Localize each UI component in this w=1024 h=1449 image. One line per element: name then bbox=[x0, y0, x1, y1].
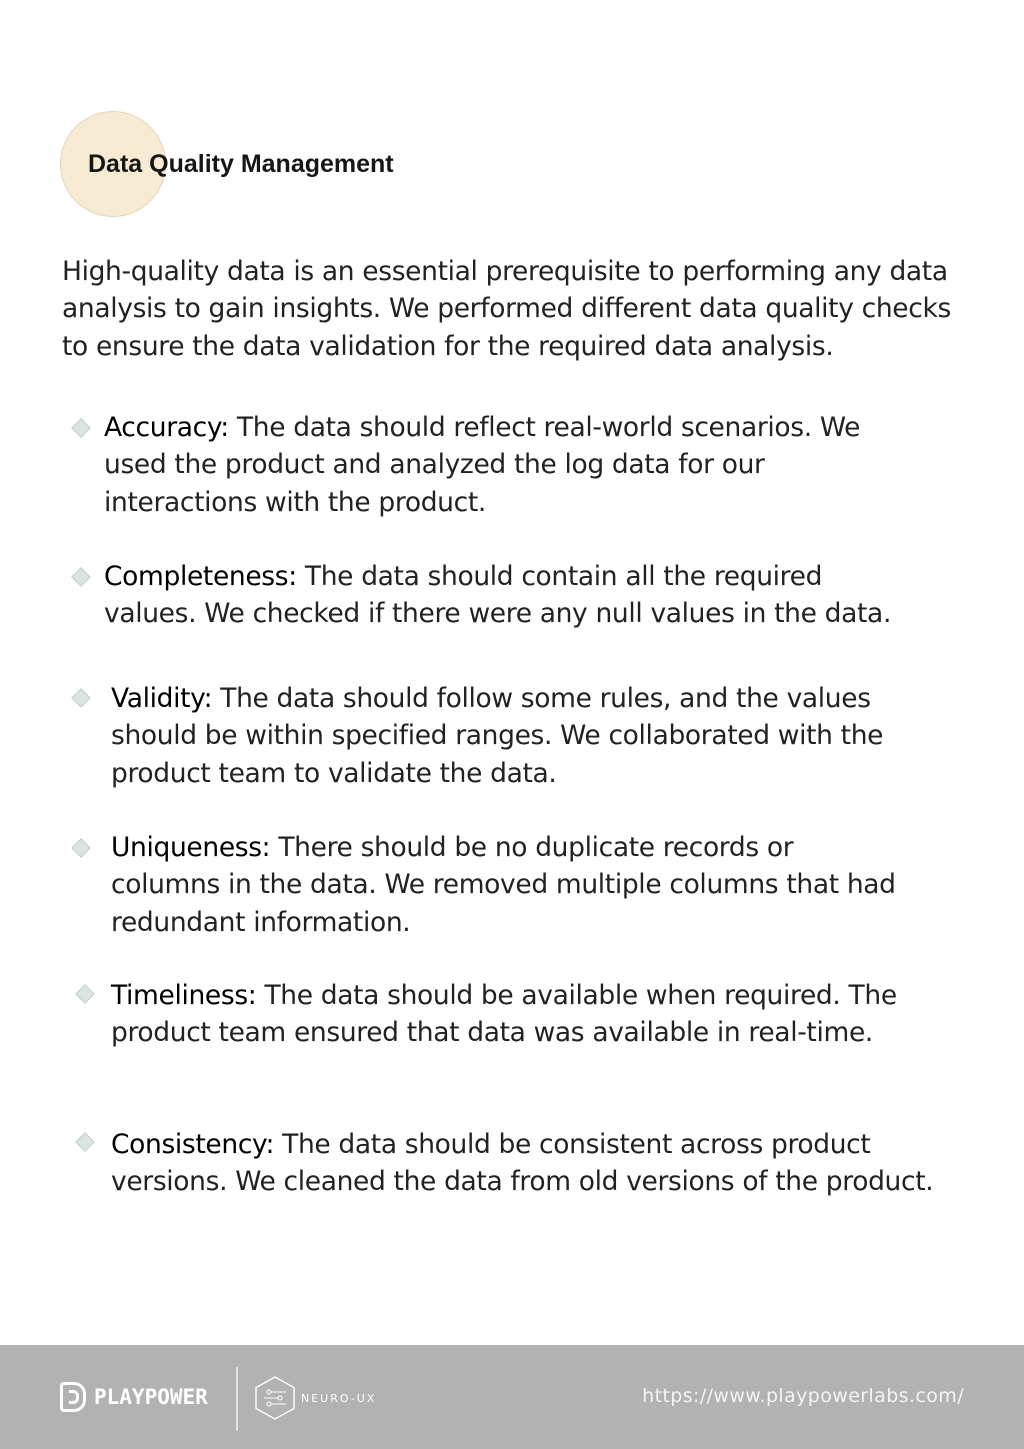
website-link[interactable]: https://www.playpowerlabs.com/ bbox=[642, 1385, 964, 1407]
intro-paragraph: High-quality data is an essential prerequisite to performing any data analysis to gain insights. We performed different data quality checks to ensure the data validation for the required data analysis. bbox=[62, 256, 951, 362]
item-description: The data should contain all the required values. We checked if there were any null values in the data. bbox=[104, 561, 892, 630]
list-item-completeness bbox=[104, 558, 894, 633]
playpower-wordmark: PLAYPOWER bbox=[94, 1385, 208, 1409]
neuro-ux-logo[interactable] bbox=[253, 1375, 376, 1421]
item-term: Completeness: bbox=[104, 561, 297, 592]
list-item-timeliness bbox=[111, 977, 911, 1052]
list-item-validity bbox=[111, 680, 926, 792]
item-description: The data should reflect real-world scenarios. We used the product and analyzed the log data for our interactions with the product. bbox=[104, 412, 861, 518]
list-item-consistency bbox=[111, 1126, 936, 1201]
item-term: Timeliness: bbox=[111, 980, 257, 1011]
page-title: Data Quality Management bbox=[88, 150, 394, 178]
item-term: Accuracy: bbox=[104, 412, 229, 443]
item-description: There should be no duplicate records or columns in the data. We removed multiple columns that had redundant information. bbox=[111, 832, 896, 938]
diamond-bullet-icon bbox=[75, 1132, 95, 1152]
footer-bar bbox=[0, 1345, 1024, 1449]
list-item-uniqueness bbox=[111, 829, 901, 941]
item-term: Uniqueness: bbox=[111, 832, 271, 863]
playpower-logo-icon bbox=[60, 1382, 86, 1412]
playpower-logo[interactable] bbox=[60, 1378, 208, 1416]
neuro-ux-hexagon-icon bbox=[253, 1375, 297, 1421]
footer-divider bbox=[236, 1367, 238, 1431]
neuro-ux-wordmark: NEURO-UX bbox=[301, 1391, 377, 1405]
item-term: Validity: bbox=[111, 683, 213, 714]
diamond-bullet-icon bbox=[75, 984, 95, 1004]
list-item-accuracy bbox=[104, 409, 924, 521]
diamond-bullet-icon bbox=[71, 567, 91, 587]
diamond-bullet-icon bbox=[71, 688, 91, 708]
item-term: Consistency: bbox=[111, 1129, 275, 1160]
item-description: The data should follow some rules, and the values should be within specified ranges. We collaborated with the product team to validate the data. bbox=[111, 683, 884, 789]
item-description: The data should be consistent across product versions. We cleaned the data from old versions of the product. bbox=[111, 1129, 934, 1198]
item-description: The data should be available when required. The product team ensured that data was available in real-time. bbox=[111, 980, 897, 1049]
diamond-bullet-icon bbox=[71, 838, 91, 858]
diamond-bullet-icon bbox=[71, 418, 91, 438]
